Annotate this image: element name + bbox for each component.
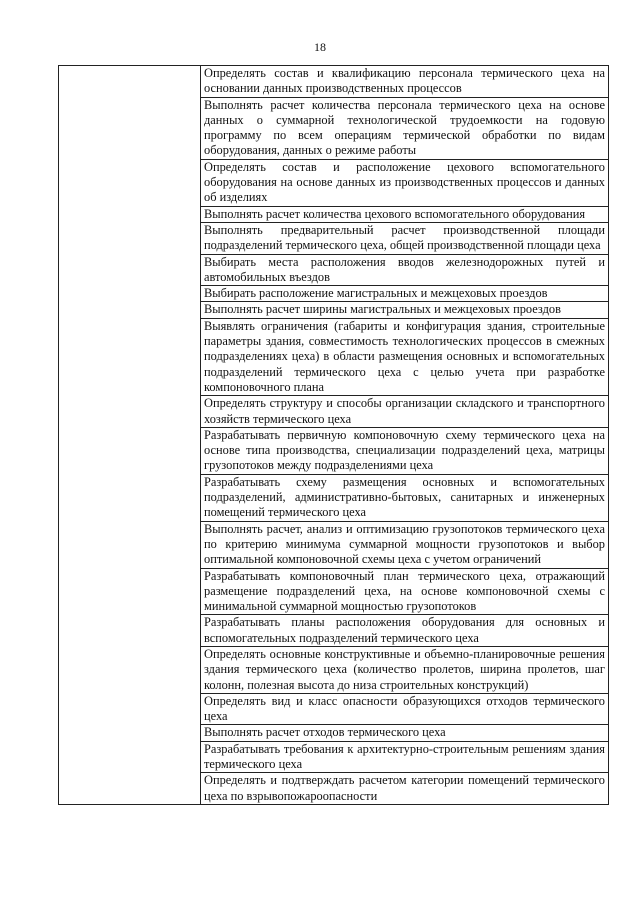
skill-cell: Выполнять предварительный расчет производственной площади подразделений термического цеха, общей производственной площади цеха [201, 222, 609, 254]
skill-cell: Выполнять расчет количества персонала термического цеха на основе данных о суммарной технологической трудоемкости на годовую программу по всем операциям термической обработки по видам оборудования, данных о режиме работы [201, 97, 609, 159]
skills-table [58, 65, 609, 805]
skill-cell: Разрабатывать схему размещения основных и вспомогательных подразделений, административно-бытовых, санитарных и инженерных помещений термического цеха [201, 474, 609, 521]
skill-cell: Выполнять расчет ширины магистральных и межцеховых проездов [201, 302, 609, 318]
skill-cell: Выбирать расположение магистральных и межцеховых проездов [201, 286, 609, 302]
skill-cell: Выбирать места расположения вводов железнодорожных путей и автомобильных въездов [201, 254, 609, 286]
skill-cell: Определять состав и квалификацию персонала термического цеха на основании данных производственных процессов [201, 66, 609, 98]
left-column-cell [59, 66, 201, 805]
skill-cell: Выявлять ограничения (габариты и конфигурация здания, строительные параметры здания, совместимость технологических процессов в смежных подразделениях цеха) в области размещения основных и вспомогательных подразделений термического цеха с целью учета при разработке компоновочного плана [201, 318, 609, 395]
skill-cell: Выполнять расчет отходов термического цеха [201, 725, 609, 741]
skill-cell: Выполнять расчет, анализ и оптимизацию грузопотоков термического цеха по критерию минимума суммарной мощности грузопотоков и выбор оптимальной компоновочной схемы цеха с учетом ограничений [201, 521, 609, 568]
skills-table-body [59, 66, 609, 805]
skill-cell: Разрабатывать первичную компоновочную схему термического цеха на основе типа производства, специализации подразделений цеха, матрицы грузопотоков между подразделениями цеха [201, 427, 609, 474]
skill-cell: Выполнять расчет количества цехового вспомогательного оборудования [201, 206, 609, 222]
skill-cell: Определять состав и расположение цехового вспомогательного оборудования на основе данных из производственных процессов и данных об изделиях [201, 159, 609, 206]
skill-cell: Определять структуру и способы организации складского и транспортного хозяйств термического цеха [201, 396, 609, 428]
table-row [59, 66, 609, 98]
skill-cell: Разрабатывать планы расположения оборудования для основных и вспомогательных подразделений термического цеха [201, 615, 609, 647]
skill-cell: Разрабатывать требования к архитектурно-строительным решениям здания термического цеха [201, 741, 609, 773]
skill-cell: Определять и подтверждать расчетом категории помещений термического цеха по взрывопожароопасности [201, 773, 609, 805]
skill-cell: Разрабатывать компоновочный план термического цеха, отражающий размещение подразделений цеха, на основе компоновочной схемы с минимальной суммарной мощностью грузопотоков [201, 568, 609, 615]
skill-cell: Определять вид и класс опасности образующихся отходов термического цеха [201, 693, 609, 725]
skill-cell: Определять основные конструктивные и объемно-планировочные решения здания термического цеха (количество пролетов, ширина пролетов, шаг колонн, полезная высота до низа строительных конструкций) [201, 646, 609, 693]
page-number: 18 [314, 40, 326, 54]
